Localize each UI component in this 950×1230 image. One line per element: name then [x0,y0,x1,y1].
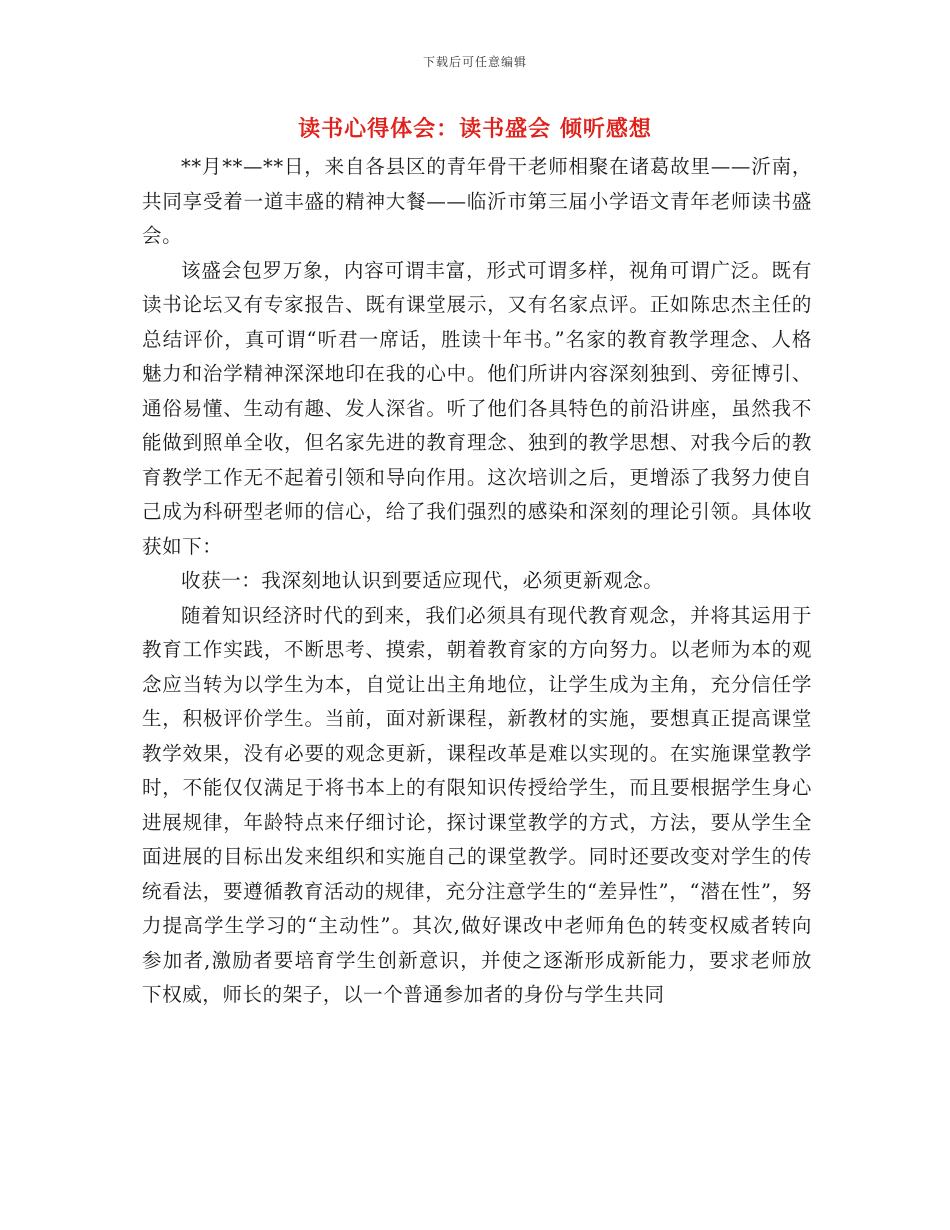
document-body [142,150,812,1013]
paragraph-intro: **月**—**日，来自各县区的青年骨干老师相聚在诸葛故里——沂南，共同享受着一道丰盛的精神大餐——临沂市第三届小学语文青年老师读书盛会。 [142,155,812,247]
paragraph-summary: 该盛会包罗万象，内容可谓丰富，形式可谓多样，视角可谓广泛。既有读书论坛又有专家报告、既有课堂展示，又有名家点评。正如陈忠杰主任的总结评价，真可谓“听君一席话，胜读十年书。”名家的教育教学理念、人格魅力和治学精神深深地印在我的心中。他们所讲内容深刻独到、旁征博引、通俗易懂、生动有趣、发人深省。听了他们各具特色的前沿讲座，虽然我不能做到照单全收，但名家先进的教育理念、独到的教学思想、对我今后的教育教学工作无不起着引领和导向作用。这次培训之后，更增添了我努力使自己成为科研型老师的信心，给了我们强烈的感染和深刻的理论引领。具体收获如下： [142,258,812,558]
page-header-note: 下载后可任意编辑 [422,55,527,69]
paragraph-gain-one-body: 随着知识经济时代的到来，我们必须具有现代教育观念，并将其运用于教育工作实践，不断思考、摸索，朝着教育家的方向努力。以老师为本的观念应当转为以学生为本，自觉让出主角地位，让学生成为主角，充分信任学生，积极评价学生。当前，面对新课程，新教材的实施，要想真正提高课堂教学效果，没有必要的观念更新，课程改革是难以实现的。在实施课堂教学时，不能仅仅满足于将书本上的有限知识传授给学生，而且要根据学生身心进展规律，年龄特点来仔细讨论，探讨课堂教学的方式，方法，要从学生全面进展的目标出发来组织和实施自己的课堂教学。同时还要改变对学生的传统看法，要遵循教育活动的规律，充分注意学生的“差异性”，“潜在性”，努力提高学生学习的“主动性”。其次,做好课改中老师角色的转变权威者转向参加者,激励者要培育学生创新意识，并使之逐渐形成新能力，要求老师放下权威，师长的架子，以一个普通参加者的身份与学生共同 [142,603,812,1006]
document-title: 读书心得体会：读书盛会 倾听感想 [298,116,652,142]
paragraph-gain-one-heading: 收获一：我深刻地认识到要适应现代，必须更新观念。 [181,569,664,592]
